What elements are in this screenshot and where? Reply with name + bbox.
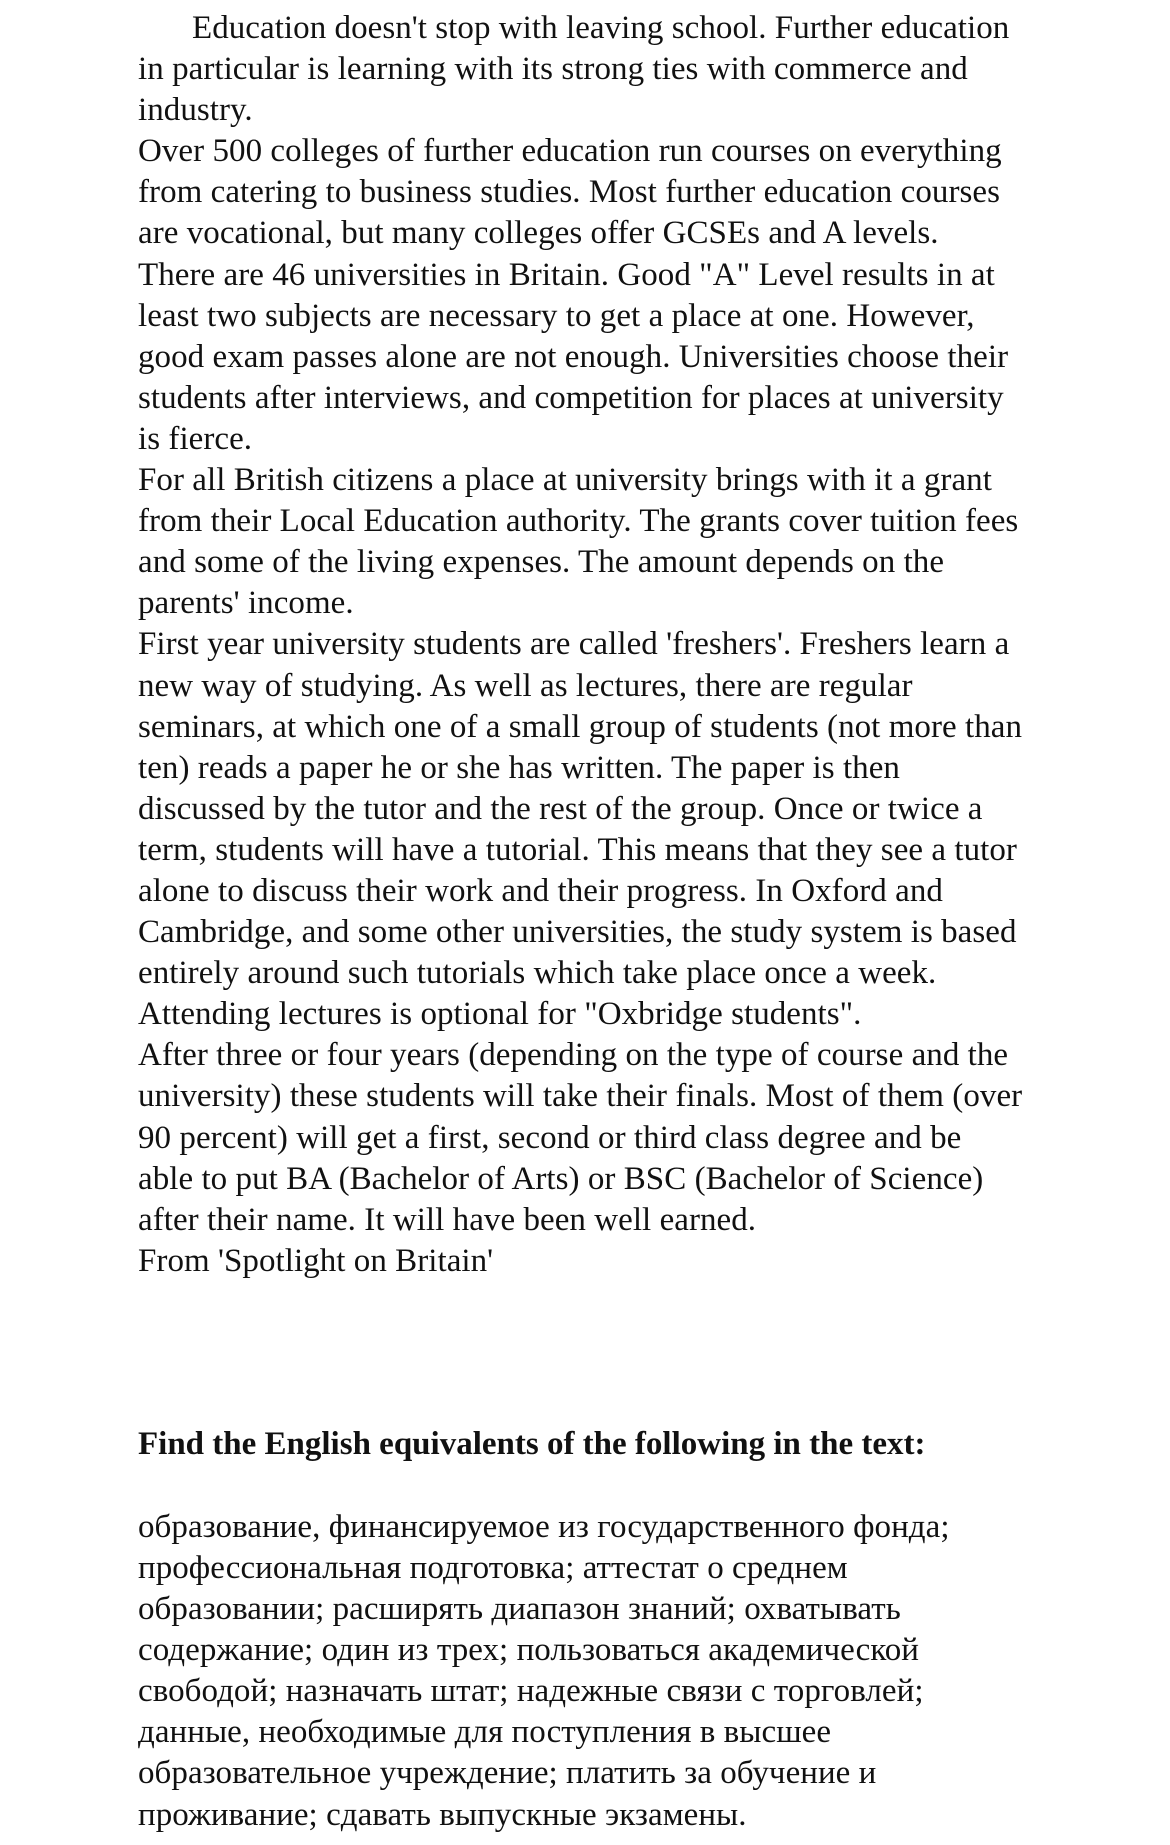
text-line: Cambridge, and some other universities, the study system is based bbox=[138, 914, 1017, 951]
text-line: After three or four years (depending on the type of course and the bbox=[138, 1037, 1009, 1074]
exercise-heading: Find the English equivalents of the following in the text: bbox=[138, 1425, 926, 1462]
paragraph bbox=[138, 8, 1098, 131]
text-line: least two subjects are necessary to get a place at one. However, bbox=[138, 297, 975, 334]
text-line: There are 46 universities in Britain. Good "A" Level results in at bbox=[138, 256, 995, 293]
text-line: is fierce. bbox=[138, 420, 253, 457]
text-line: students after interviews, and competition for places at university bbox=[138, 379, 1004, 416]
text-line: Education doesn't stop with leaving school. Further education bbox=[192, 10, 1010, 46]
paragraph bbox=[138, 1035, 1098, 1240]
text-line: and some of the living expenses. The amount depends on the bbox=[138, 544, 945, 581]
paragraph bbox=[138, 255, 1098, 460]
text-line: Attending lectures is optional for "Oxbridge students". bbox=[138, 996, 862, 1033]
text-line: ten) reads a paper he or she has written. The paper is then bbox=[138, 749, 900, 786]
exercise-vocabulary-list bbox=[138, 1507, 1098, 1836]
text-line: in particular is learning with its strong ties with commerce and bbox=[138, 51, 968, 88]
text-line: From 'Spotlight on Britain' bbox=[138, 1242, 494, 1279]
text-line: First year university students are called 'freshers'. Freshers learn a bbox=[138, 626, 1010, 663]
text-line: university) these students will take their finals. Most of them (over bbox=[138, 1078, 1023, 1115]
paragraph bbox=[138, 624, 1098, 1035]
document-page bbox=[138, 8, 1098, 1836]
text-line: entirely around such tutorials which take place once a week. bbox=[138, 955, 937, 992]
paragraph bbox=[138, 460, 1098, 624]
text-line: after their name. It will have been well earned. bbox=[138, 1201, 757, 1238]
exercise-line: свободой; назначать штат; надежные связи с торговлей; bbox=[138, 1673, 924, 1710]
text-line: good exam passes alone are not enough. Universities choose their bbox=[138, 338, 1009, 375]
text-line: term, students will have a tutorial. This means that they see a tutor bbox=[138, 831, 1017, 868]
text-line: seminars, at which one of a small group of students (not more than bbox=[138, 708, 1023, 745]
exercise-line: проживание; сдавать выпускные экзамены. bbox=[138, 1796, 747, 1833]
exercise-line: образовании; расширять диапазон знаний; охватывать bbox=[138, 1591, 901, 1628]
exercise-line: образовательное учреждение; платить за обучение и bbox=[138, 1755, 877, 1792]
text-line: discussed by the tutor and the rest of the group. Once or twice a bbox=[138, 790, 983, 827]
text-line: For all British citizens a place at university brings with it a grant bbox=[138, 462, 992, 499]
text-line: industry. bbox=[138, 92, 253, 129]
text-line: from catering to business studies. Most further education courses bbox=[138, 174, 1000, 211]
text-line: Over 500 colleges of further education run courses on everything bbox=[138, 133, 1002, 170]
text-line: able to put BA (Bachelor of Arts) or BSC (Bachelor of Science) bbox=[138, 1160, 984, 1197]
text-line: parents' income. bbox=[138, 585, 354, 622]
text-line: alone to discuss their work and their progress. In Oxford and bbox=[138, 872, 943, 909]
exercise-line: профессиональная подготовка; аттестат о среднем bbox=[138, 1550, 848, 1586]
paragraph bbox=[138, 1241, 1098, 1282]
article-text bbox=[138, 8, 1098, 1282]
paragraph bbox=[138, 131, 1098, 254]
text-line: 90 percent) will get a first, second or third class degree and be bbox=[138, 1119, 962, 1156]
exercise-line: содержание; один из трех; пользоваться академической bbox=[138, 1632, 919, 1669]
text-line: are vocational, but many colleges offer GCSEs and A levels. bbox=[138, 215, 939, 252]
exercise-line: образование, финансируемое из государственного фонда; bbox=[138, 1508, 950, 1545]
exercise-line: данные, необходимые для поступления в высшее bbox=[138, 1714, 832, 1751]
text-line: new way of studying. As well as lectures, there are regular bbox=[138, 667, 913, 704]
text-line: from their Local Education authority. The grants cover tuition fees bbox=[138, 503, 1019, 540]
